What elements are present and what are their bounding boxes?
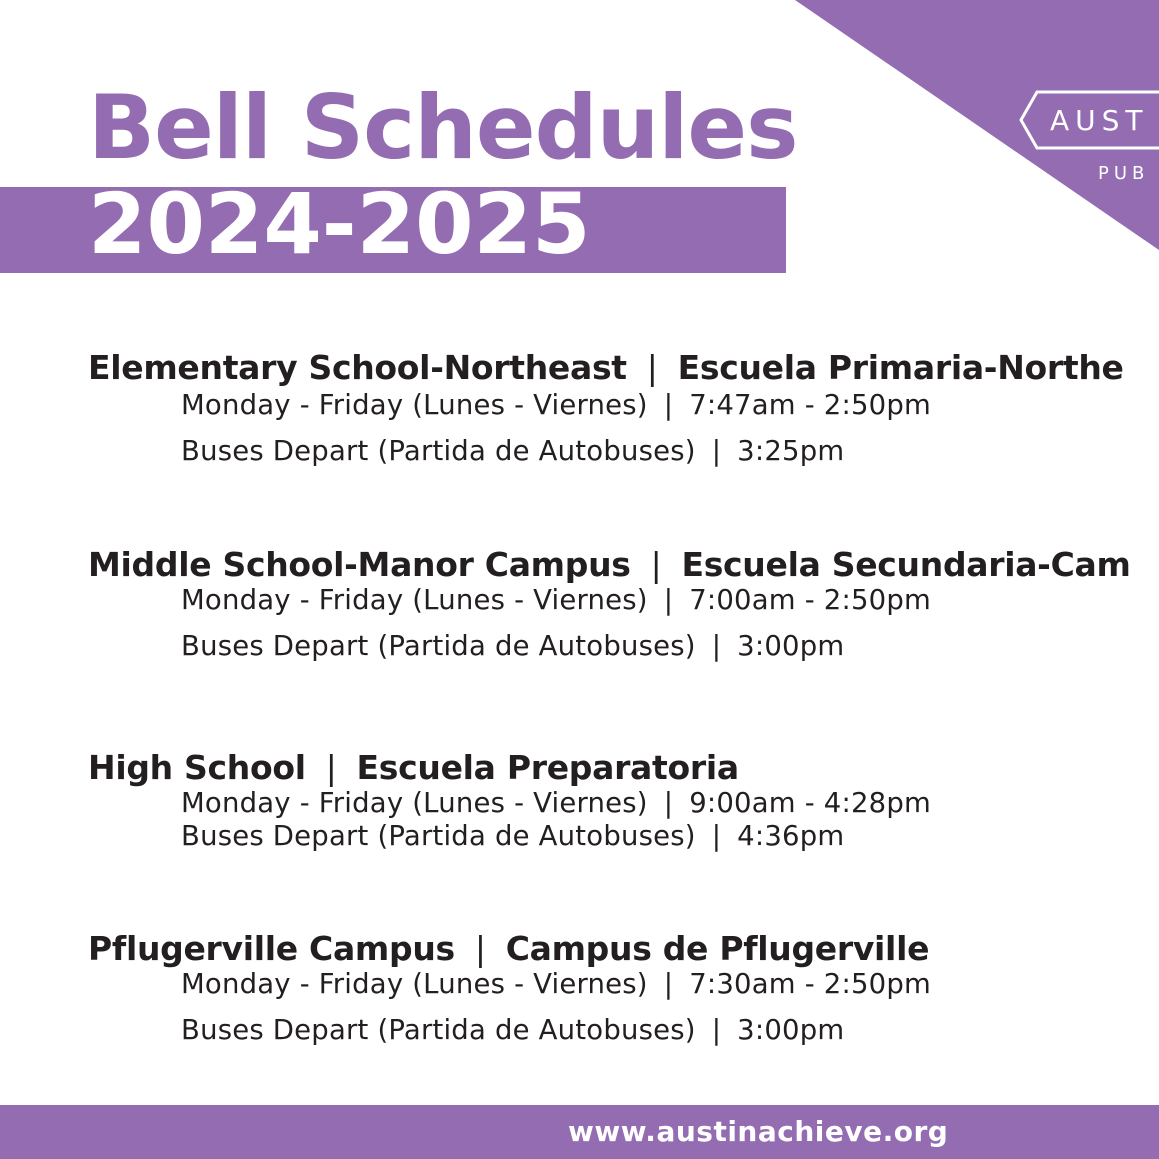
separator: | — [325, 748, 337, 787]
logo-text: AUST — [1050, 104, 1149, 137]
section-heading — [88, 748, 931, 787]
section-name-es: Campus de Pflugerville — [505, 929, 930, 968]
separator: | — [711, 1014, 722, 1046]
schedule-line-hours — [181, 787, 931, 819]
line-value: 3:00pm — [737, 630, 845, 662]
section-name-es: Escuela Primaria-Northe — [677, 348, 1124, 387]
separator: | — [646, 348, 658, 387]
schedule-line-buses — [181, 435, 1124, 467]
section-name-es: Escuela Secundaria-Cam — [681, 545, 1131, 584]
line-value: 7:30am - 2:50pm — [689, 968, 932, 1000]
section-name-es: Escuela Preparatoria — [356, 748, 739, 787]
schedule-section-high — [88, 748, 931, 852]
section-heading — [88, 929, 931, 968]
schedule-section-elementary — [88, 348, 1124, 467]
line-label: Monday - Friday (Lunes - Viernes) — [181, 584, 648, 616]
logo-subtext: PUB — [1098, 163, 1150, 184]
section-name-en: High School — [88, 748, 306, 787]
line-label: Buses Depart (Partida de Autobuses) — [181, 630, 696, 662]
line-label: Monday - Friday (Lunes - Viernes) — [181, 787, 648, 819]
line-value: 7:47am - 2:50pm — [689, 389, 932, 421]
schedule-section-pflugerville — [88, 929, 931, 1046]
separator: | — [474, 929, 486, 968]
line-value: 3:25pm — [737, 435, 845, 467]
school-year: 2024-2025 — [88, 175, 591, 273]
section-heading — [88, 545, 1131, 584]
website-link[interactable]: www.austinachieve.org — [568, 1115, 949, 1148]
separator: | — [711, 435, 722, 467]
separator: | — [711, 630, 722, 662]
line-label: Buses Depart (Partida de Autobuses) — [181, 1014, 696, 1046]
line-value: 7:00am - 2:50pm — [689, 584, 932, 616]
schedule-line-buses — [181, 820, 931, 852]
section-heading — [88, 348, 1124, 387]
line-label: Monday - Friday (Lunes - Viernes) — [181, 389, 648, 421]
separator: | — [663, 787, 674, 819]
schedule-line-hours — [181, 389, 1124, 421]
section-name-en: Pflugerville Campus — [88, 929, 455, 968]
line-label: Buses Depart (Partida de Autobuses) — [181, 820, 696, 852]
footer-bar — [0, 1105, 1159, 1159]
line-value: 3:00pm — [737, 1014, 845, 1046]
section-name-en: Elementary School-Northeast — [88, 348, 627, 387]
separator: | — [663, 584, 674, 616]
schedule-line-hours — [181, 968, 931, 1000]
separator: | — [663, 389, 674, 421]
schedule-section-middle — [88, 545, 1131, 662]
line-label: Monday - Friday (Lunes - Viernes) — [181, 968, 648, 1000]
separator: | — [711, 820, 722, 852]
section-name-en: Middle School-Manor Campus — [88, 545, 631, 584]
line-label: Buses Depart (Partida de Autobuses) — [181, 435, 696, 467]
line-value: 9:00am - 4:28pm — [689, 787, 932, 819]
year-banner — [0, 175, 786, 273]
schedule-line-buses — [181, 630, 1131, 662]
page-title: Bell Schedules — [88, 76, 798, 179]
schedule-line-hours — [181, 584, 1131, 616]
line-value: 4:36pm — [737, 820, 845, 852]
separator: | — [650, 545, 662, 584]
separator: | — [663, 968, 674, 1000]
schedule-line-buses — [181, 1014, 931, 1046]
